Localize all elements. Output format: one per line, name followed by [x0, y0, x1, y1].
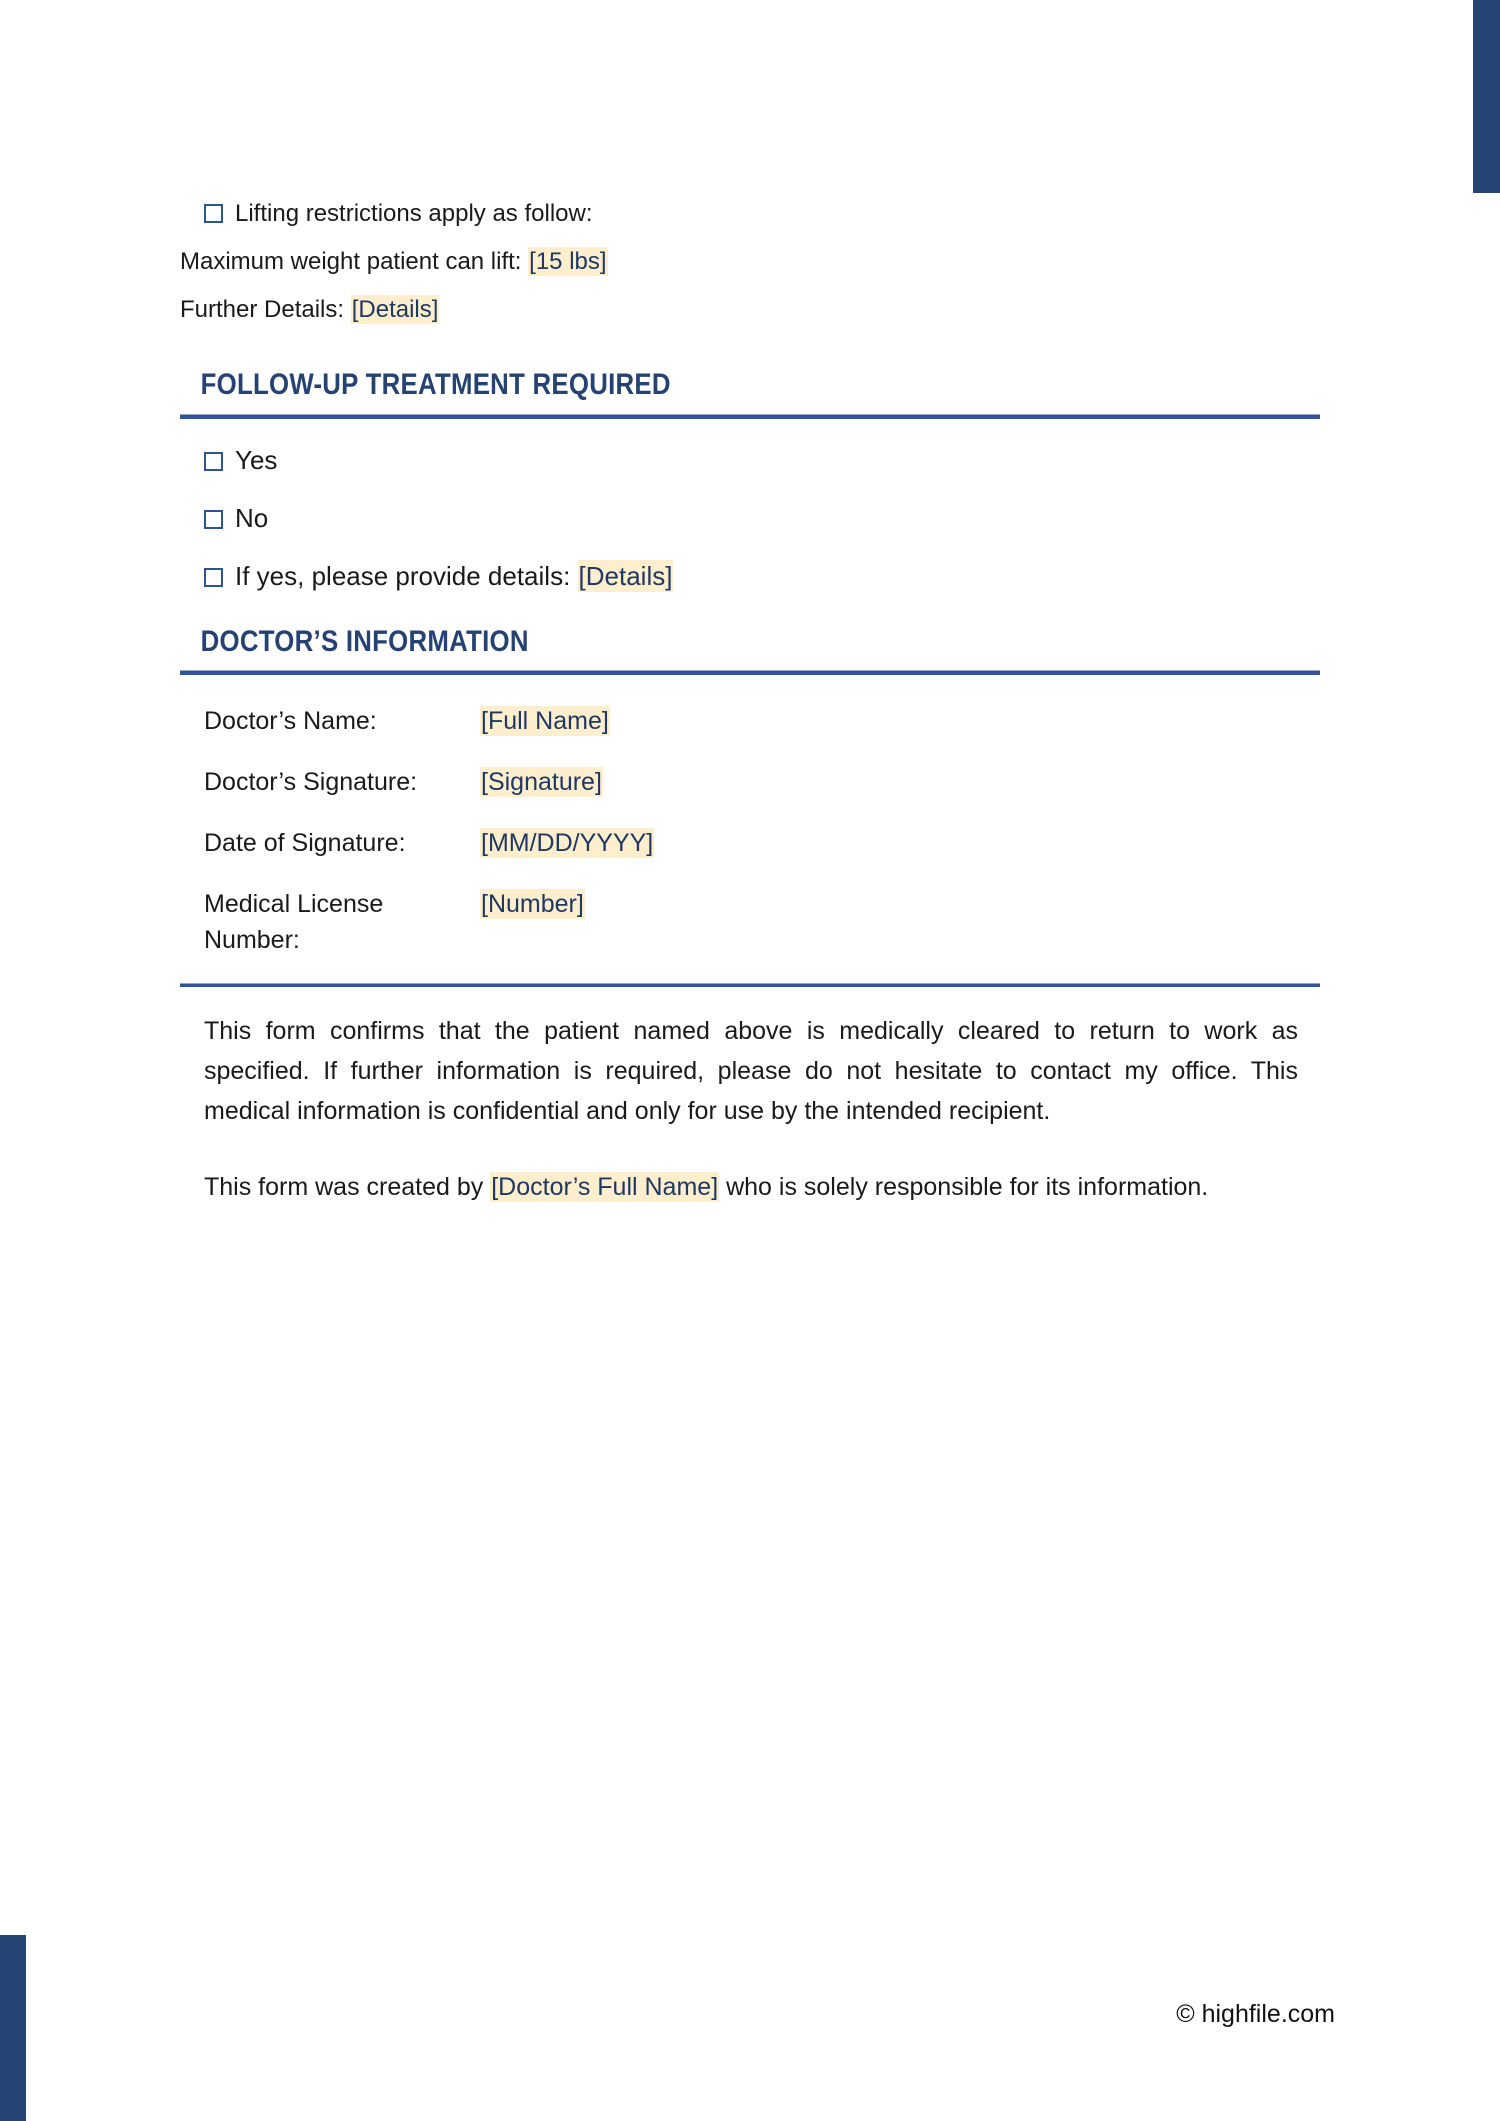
lifting-restrictions-label: Lifting restrictions apply as follow:	[235, 200, 593, 227]
field-value-doctor-signature[interactable]	[480, 764, 603, 800]
section-doctors-information	[180, 625, 1320, 988]
creator-text-after: who is solely responsible for its information.	[726, 1173, 1209, 1201]
doctor-name-placeholder: [Full Name]	[481, 707, 609, 735]
doctor-signature-placeholder: [Signature]	[481, 768, 602, 796]
followup-option-yes[interactable]	[180, 445, 1320, 475]
further-details-label: Further Details:	[180, 296, 345, 323]
field-row-doctor-signature	[204, 764, 1320, 800]
section-heading-followup: FOLLOW-UP TREATMENT REQUIRED	[200, 368, 671, 401]
followup-option-no[interactable]	[180, 503, 1320, 533]
field-value-medical-license-number[interactable]	[480, 886, 585, 922]
followup-option-yes-label: Yes	[235, 444, 278, 475]
lifting-restrictions-block	[180, 0, 1320, 334]
followup-option-no-label: No	[235, 502, 269, 533]
closing-paragraph-creator	[180, 1167, 1320, 1207]
max-weight-value[interactable]: [15 lbs]	[529, 248, 607, 275]
checkbox-icon-no[interactable]	[204, 510, 223, 529]
field-label-date-of-signature: Date of Signature:	[204, 829, 406, 857]
closing-divider	[180, 983, 1320, 987]
date-of-signature-placeholder: [MM/DD/YYYY]	[481, 829, 654, 857]
field-label-medical-license-number: Medical License Number:	[204, 890, 384, 954]
lifting-restrictions-row[interactable]	[180, 190, 1320, 238]
field-value-doctor-name[interactable]	[480, 703, 610, 739]
field-row-doctor-name	[204, 703, 1320, 739]
document-content	[180, 0, 1320, 1207]
section-divider-doctors-information	[180, 670, 1320, 675]
section-heading-doctors-information: DOCTOR’S INFORMATION	[200, 624, 529, 658]
field-row-date-of-signature	[204, 825, 1320, 861]
checkbox-icon-details[interactable]	[204, 568, 223, 587]
followup-option-details[interactable]	[180, 561, 1320, 591]
section-divider-followup	[180, 414, 1320, 419]
closing-paragraph-confirmation: This form confirms that the patient named above is medically cleared to return to work as specified. If further information is required, please do not hesitate to contact my office. This medical information is confidential and only for use by the intended recipient.	[204, 1017, 1298, 1125]
field-value-date-of-signature[interactable]	[480, 825, 654, 861]
further-details-value[interactable]: [Details]	[351, 296, 439, 323]
checkbox-icon-yes[interactable]	[204, 452, 223, 471]
max-weight-label: Maximum weight patient can lift:	[180, 248, 522, 275]
followup-options-list	[180, 445, 1320, 591]
creator-name-placeholder[interactable]: [Doctor’s Full Name]	[491, 1173, 719, 1201]
medical-license-number-placeholder: [Number]	[481, 890, 584, 918]
followup-details-value[interactable]: [Details]	[578, 560, 673, 591]
further-details-row	[180, 286, 1320, 334]
field-label-doctor-name: Doctor’s Name:	[204, 707, 377, 735]
field-row-medical-license-number	[204, 886, 1320, 958]
followup-option-details-label: If yes, please provide details:	[235, 560, 571, 591]
doctor-fields-table	[180, 703, 1320, 958]
field-label-doctor-signature: Doctor’s Signature:	[204, 768, 418, 796]
checkbox-icon-lifting-restrictions[interactable]	[204, 204, 223, 223]
max-weight-row	[180, 238, 1320, 286]
footer-copyright: © highfile.com	[1176, 2000, 1335, 2028]
creator-text-before: This form was created by	[204, 1173, 484, 1201]
decorative-bar-top-right	[1473, 0, 1500, 193]
section-followup-treatment	[180, 368, 1320, 591]
